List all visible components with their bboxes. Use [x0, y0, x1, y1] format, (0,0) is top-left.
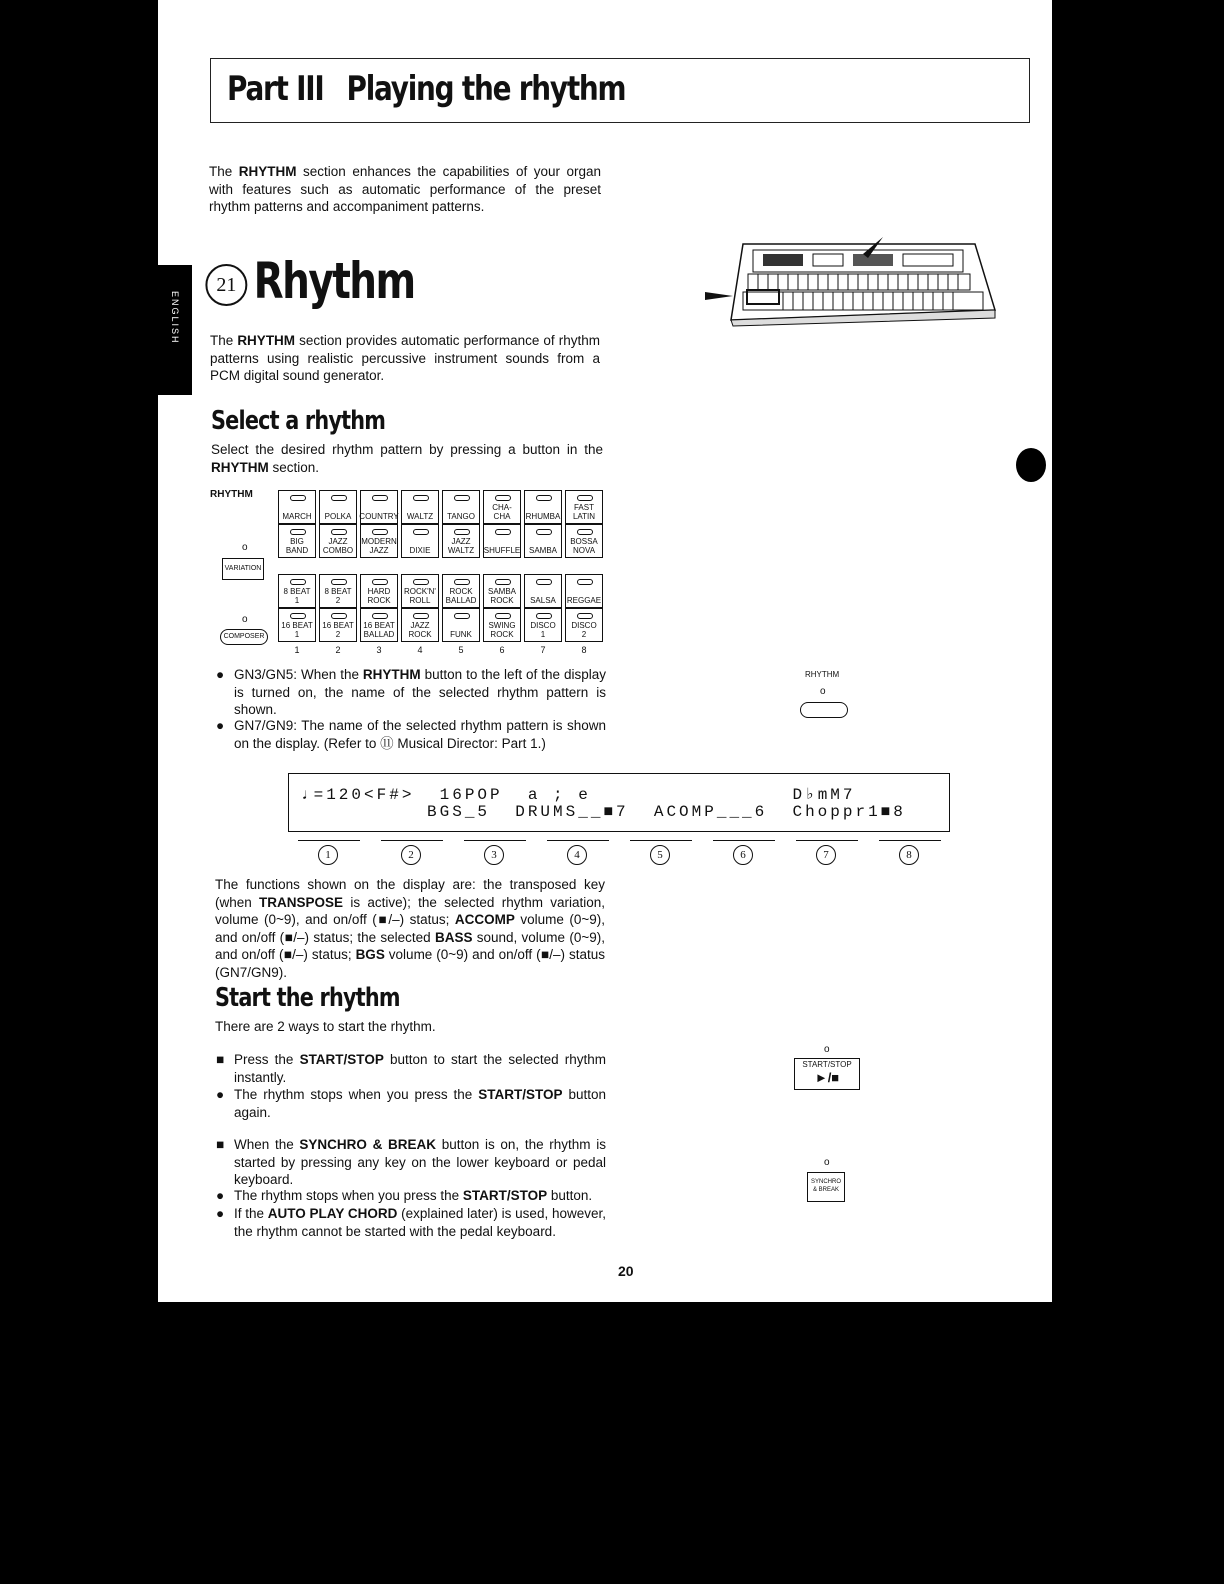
start-stop-indicator: o [824, 1044, 830, 1055]
rhythm-button[interactable] [483, 524, 521, 558]
lcd-display [288, 773, 950, 832]
start-intro: There are 2 ways to start the rhythm. [215, 1019, 436, 1034]
callout-number: 6 [733, 845, 753, 865]
callout-line [713, 840, 775, 841]
rhythm-button-label: SHUFFLE [483, 546, 521, 555]
button-led-icon [536, 613, 552, 619]
callout-line [879, 840, 941, 841]
rhythm-button-label: SALSA [530, 596, 556, 605]
callout-number: 2 [401, 845, 421, 865]
button-led-icon [331, 579, 347, 585]
button-led-icon [577, 495, 593, 501]
callout-number: 5 [650, 845, 670, 865]
rhythm-button-label: BOSSA NOVA [570, 537, 598, 555]
button-led-icon [290, 529, 306, 535]
start-method-1: ■ Press the START/STOP button to start the selected rhythm instantly. [216, 1052, 607, 1085]
language-tab: ENGLISH [158, 265, 192, 395]
button-led-icon [413, 579, 429, 585]
button-led-icon [577, 579, 593, 585]
rhythm-button[interactable] [524, 524, 562, 558]
callout-number: 4 [567, 845, 587, 865]
rhythm-button-label: MODERN JAZZ [361, 537, 397, 555]
start-stop-button[interactable] [794, 1058, 860, 1090]
rhythm-number-label: 3 [376, 645, 382, 655]
callout-line [630, 840, 692, 841]
intro-paragraph: The RHYTHM section enhances the capabilities of your organ with features such as automatic performance of the preset rhythm patterns and accompaniment patterns. [209, 164, 602, 214]
button-led-icon [495, 495, 511, 501]
rhythm-button[interactable] [401, 524, 439, 558]
rhythm-number-label: 2 [335, 645, 341, 655]
callout-line [796, 840, 858, 841]
rhythm-button-label: JAZZ WALTZ [447, 537, 475, 555]
button-led-icon [495, 579, 511, 585]
rhythm-button-label: RHUMBA [525, 512, 561, 521]
rhythm-button[interactable] [360, 574, 398, 608]
callout-number: 1 [318, 845, 338, 865]
rhythm-button-label: DISCO 1 [530, 621, 556, 639]
rhythm-number-label: 5 [458, 645, 464, 655]
rhythm-button[interactable] [442, 608, 480, 642]
rhythm-button[interactable] [360, 524, 398, 558]
callout-line [381, 840, 443, 841]
rhythm-button-label: WALTZ [406, 512, 434, 521]
button-led-icon [536, 495, 552, 501]
composer-button[interactable]: COMPOSER [220, 629, 268, 645]
button-led-icon [372, 529, 388, 535]
rhythm-button[interactable] [278, 574, 316, 608]
rhythm-button[interactable] [442, 574, 480, 608]
start-stop-label: START/STOP [802, 1060, 852, 1069]
rhythm-button[interactable] [401, 608, 439, 642]
button-led-icon [290, 495, 306, 501]
button-led-icon [454, 579, 470, 585]
rhythm-button-label: 8 BEAT 1 [283, 587, 311, 605]
page-number: 20 [618, 1263, 634, 1279]
start-method-2: ■ When the SYNCHRO & BREAK button is on, the rhythm is started by pressing any key on the lower keyboard or pedal keyboard. [216, 1137, 606, 1187]
lcd-line-1: ♩=120<F#> 16POP a ; e D♭mM7 [301, 786, 856, 804]
lcd-line-2: BGS_5 DRUMS__■7 ACOMP___6 Choppr1■8 [301, 803, 906, 821]
rhythm-button[interactable] [565, 490, 603, 524]
composer-indicator: o [242, 614, 248, 625]
rhythm-panel-label: RHYTHM [210, 489, 253, 500]
rhythm-button-label: TANGO [447, 512, 475, 521]
rhythm-number-label: 8 [581, 645, 587, 655]
rhythm-button-label: SWING ROCK [488, 621, 516, 639]
start-method-2-note-2: ● If the AUTO PLAY CHORD (explained later) is used, however, the rhythm cannot be started with the pedal keyboard. [216, 1206, 606, 1239]
button-led-icon [413, 529, 429, 535]
rhythm-button[interactable] [360, 608, 398, 642]
rhythm-button[interactable] [483, 608, 521, 642]
rhythm-number-label: 6 [499, 645, 505, 655]
rhythm-button-label: CHA-CHA [492, 503, 512, 521]
note-gn7-gn9: ● GN7/GN9: The name of the selected rhythm pattern is shown on the display. (Refer to ⑪ Musical Director: Part 1.) [216, 718, 606, 751]
start-method-1-note: ● The rhythm stops when you press the START/STOP button again. [216, 1087, 606, 1120]
rhythm-button[interactable] [360, 490, 398, 524]
note-gn3-gn5: ● GN3/GN5: When the RHYTHM button to the left of the display is turned on, the name of the selected rhythm pattern is shown. [216, 667, 606, 717]
callout-line [547, 840, 609, 841]
part-title-box [210, 58, 1030, 123]
rhythm-button[interactable] [483, 574, 521, 608]
section-title: Rhythm [253, 252, 415, 310]
rhythm-button[interactable] [800, 702, 848, 718]
callout-line [298, 840, 360, 841]
select-heading: Select a rhythm [211, 406, 386, 436]
section-number: 21 [205, 264, 247, 306]
rhythm-button-label: RHYTHM [805, 670, 840, 679]
button-led-icon [413, 613, 429, 619]
rhythm-button[interactable] [524, 574, 562, 608]
rhythm-button[interactable] [565, 608, 603, 642]
button-led-icon [536, 529, 552, 535]
rhythm-button[interactable] [319, 490, 357, 524]
variation-button[interactable]: VARIATION [222, 558, 264, 580]
callout-number: 8 [899, 845, 919, 865]
button-led-icon [290, 579, 306, 585]
button-led-icon [331, 613, 347, 619]
section-heading [210, 252, 415, 310]
rhythm-button[interactable] [442, 524, 480, 558]
button-led-icon [372, 495, 388, 501]
rhythm-number-label: 4 [417, 645, 423, 655]
rhythm-button-label: HARD ROCK [367, 587, 391, 605]
rhythm-button-label: POLKA [324, 512, 352, 521]
part-number: Part III [227, 69, 324, 109]
rhythm-button[interactable] [483, 490, 521, 524]
rhythm-button-label: 16 BEAT 1 [281, 621, 313, 639]
start-heading: Start the rhythm [215, 983, 400, 1013]
button-led-icon [577, 613, 593, 619]
functions-paragraph: The functions shown on the display are: the transposed key (when TRANSPOSE is active); the selected rhythm variation, volume (0~9), and on/off (■/–) status; ACCOMP volume (0~9), and on/off (■/–) status; the selected BASS sound, volume (0~9), and on/off (■/–) status; BGS volume (0~9) and on/off (■/–) status (GN7/GN9). [215, 877, 605, 980]
synchro-break-button[interactable]: SYNCHRO & BREAK [807, 1172, 845, 1202]
button-led-icon [372, 613, 388, 619]
rhythm-button-label: JAZZ ROCK [408, 621, 432, 639]
rhythm-button[interactable] [565, 574, 603, 608]
rhythm-button-label: ROCK BALLAD [445, 587, 477, 605]
rhythm-button[interactable] [319, 524, 357, 558]
variation-indicator: o [242, 542, 248, 553]
rhythm-button-label: 8 BEAT 2 [324, 587, 352, 605]
rhythm-button[interactable] [319, 608, 357, 642]
button-led-icon [454, 495, 470, 501]
rhythm-button[interactable] [565, 524, 603, 558]
rhythm-button-label: DISCO 2 [571, 621, 597, 639]
rhythm-button[interactable] [524, 608, 562, 642]
rhythm-button[interactable] [401, 490, 439, 524]
button-led-icon [331, 529, 347, 535]
button-led-icon [331, 495, 347, 501]
rhythm-button[interactable] [524, 490, 562, 524]
rhythm-button-label: REGGAE [566, 596, 602, 605]
rhythm-button-label: MARCH [282, 512, 312, 521]
part-title [227, 69, 625, 109]
rhythm-button-label: 16 BEAT BALLAD [363, 621, 395, 639]
button-led-icon [495, 529, 511, 535]
section-paragraph: The RHYTHM section provides automatic performance of rhythm patterns using realistic percussive instrument sounds from a PCM digital sound generator. [210, 333, 600, 383]
button-led-icon [372, 579, 388, 585]
rhythm-indicator: o [820, 686, 826, 697]
rhythm-button-label: FUNK [450, 630, 472, 639]
start-method-2-note-1: ● The rhythm stops when you press the START/STOP button. [216, 1188, 593, 1203]
part-name: Playing the rhythm [346, 69, 626, 109]
button-led-icon [454, 613, 470, 619]
callout-line [464, 840, 526, 841]
rhythm-button-label: 16 BEAT 2 [322, 621, 354, 639]
rhythm-button-label: FAST LATIN [572, 503, 596, 521]
button-led-icon [454, 529, 470, 535]
rhythm-button-label: ROCK'N' ROLL [404, 587, 436, 605]
synchro-indicator: o [824, 1157, 830, 1168]
rhythm-button[interactable] [278, 490, 316, 524]
button-led-icon [536, 579, 552, 585]
rhythm-button-label: BIG BAND [285, 537, 309, 555]
rhythm-button[interactable] [401, 574, 439, 608]
button-led-icon [413, 495, 429, 501]
callout-number: 3 [484, 845, 504, 865]
rhythm-button[interactable] [278, 608, 316, 642]
organ-illustration [703, 232, 998, 328]
rhythm-button-label: SAMBA ROCK [487, 587, 516, 605]
rhythm-button-label: DIXIE [409, 546, 431, 555]
rhythm-button-label: SAMBA [528, 546, 557, 555]
select-text: Select the desired rhythm pattern by pressing a button in the RHYTHM section. [211, 442, 603, 475]
rhythm-number-label: 7 [540, 645, 546, 655]
rhythm-button[interactable] [319, 574, 357, 608]
callout-number: 7 [816, 845, 836, 865]
margin-mark [1016, 448, 1046, 482]
rhythm-button-label: JAZZ COMBO [322, 537, 354, 555]
rhythm-button[interactable] [278, 524, 316, 558]
button-led-icon [290, 613, 306, 619]
rhythm-number-label: 1 [294, 645, 300, 655]
button-led-icon [495, 613, 511, 619]
rhythm-button-label: COUNTRY [359, 512, 399, 521]
play-stop-icon: ►/■ [814, 1070, 840, 1085]
manual-page [158, 0, 1052, 1302]
rhythm-button[interactable] [442, 490, 480, 524]
button-led-icon [577, 529, 593, 535]
